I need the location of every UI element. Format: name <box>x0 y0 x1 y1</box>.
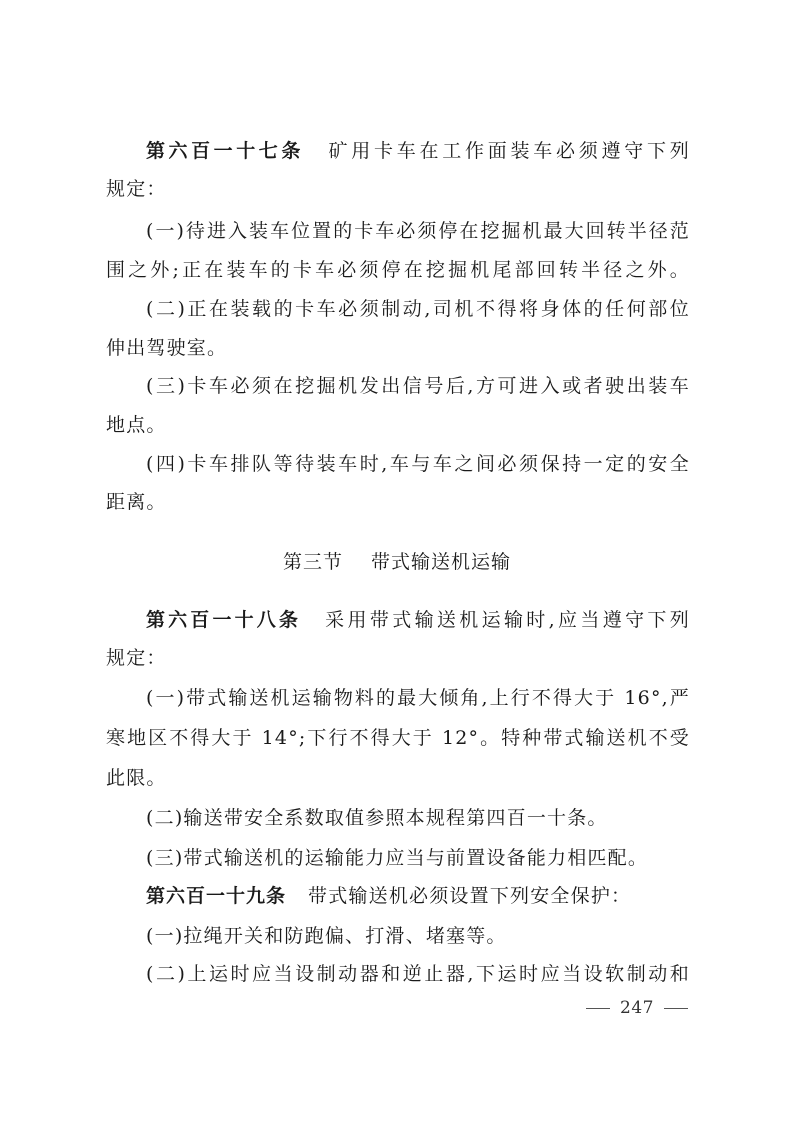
article-617-item2-line1: (二)正在装载的卡车必须制动,司机不得将身体的任何部位 <box>146 298 690 320</box>
article-619-item1: (一)拉绳开关和防跑偏、打滑、堵塞等。 <box>146 925 507 947</box>
article-617-heading: 第六百一十七条 <box>146 140 304 162</box>
section-title: 带式输送机运输 <box>371 551 512 573</box>
article-617-item3-line1: (三)卡车必须在挖掘机发出信号后,方可进入或者驶出装车 <box>146 375 690 397</box>
section-heading <box>0 551 794 573</box>
page-number: 247 <box>620 998 654 1018</box>
article-617-item3-line2: 地点。 <box>106 414 167 436</box>
page-number-footer <box>576 998 698 1018</box>
article-619-heading: 第六百一十九条 <box>146 885 287 907</box>
article-617-item4-line1: (四)卡车排队等待装车时,车与车之间必须保持一定的安全 <box>146 453 690 475</box>
article-618-intro-line <box>146 609 690 631</box>
footer-dash-left <box>586 1008 610 1009</box>
article-618-intro-line2: 规定： <box>106 647 167 669</box>
article-618-item3: (三)带式输送机的运输能力应当与前置设备能力相匹配。 <box>146 847 649 869</box>
article-618-heading: 第六百一十八条 <box>146 609 302 631</box>
article-617-intro-line <box>146 140 690 162</box>
article-617-item1-line1: (一)待进入装车位置的卡车必须停在挖掘机最大回转半径范 <box>146 220 690 242</box>
article-617-item2-line2: 伸出驾驶室。 <box>106 337 228 359</box>
article-618-item2: (二)输送带安全系数取值参照本规程第四百一十条。 <box>146 807 608 829</box>
article-619-item2-line1: (二)上运时应当设制动器和逆止器,下运时应当设软制动和 <box>146 963 690 985</box>
article-617-intro-line2: 规定： <box>106 178 167 200</box>
article-617-item1-line2: 围之外;正在装车的卡车必须停在挖掘机尾部回转半径之外。 <box>106 259 690 281</box>
article-618-intro-text: 采用带式输送机运输时,应当遵守下列 <box>323 609 690 631</box>
article-619-intro-line <box>146 885 631 907</box>
article-619-intro-text: 带式输送机必须设置下列安全保护： <box>308 885 632 907</box>
article-618-item1-line1: (一)带式输送机运输物料的最大倾角,上行不得大于 16°,严 <box>146 687 690 709</box>
section-number: 第三节 <box>282 551 343 573</box>
article-618-item1-line2: 寒地区不得大于 14°;下行不得大于 12°。特种带式输送机不受 <box>106 727 690 749</box>
article-617-intro-text: 矿用卡车在工作面装车必须遵守下列 <box>325 140 690 162</box>
article-618-item1-line3: 此限。 <box>106 767 167 789</box>
article-617-item4-line2: 距离。 <box>106 491 167 513</box>
footer-dash-right <box>664 1008 688 1009</box>
